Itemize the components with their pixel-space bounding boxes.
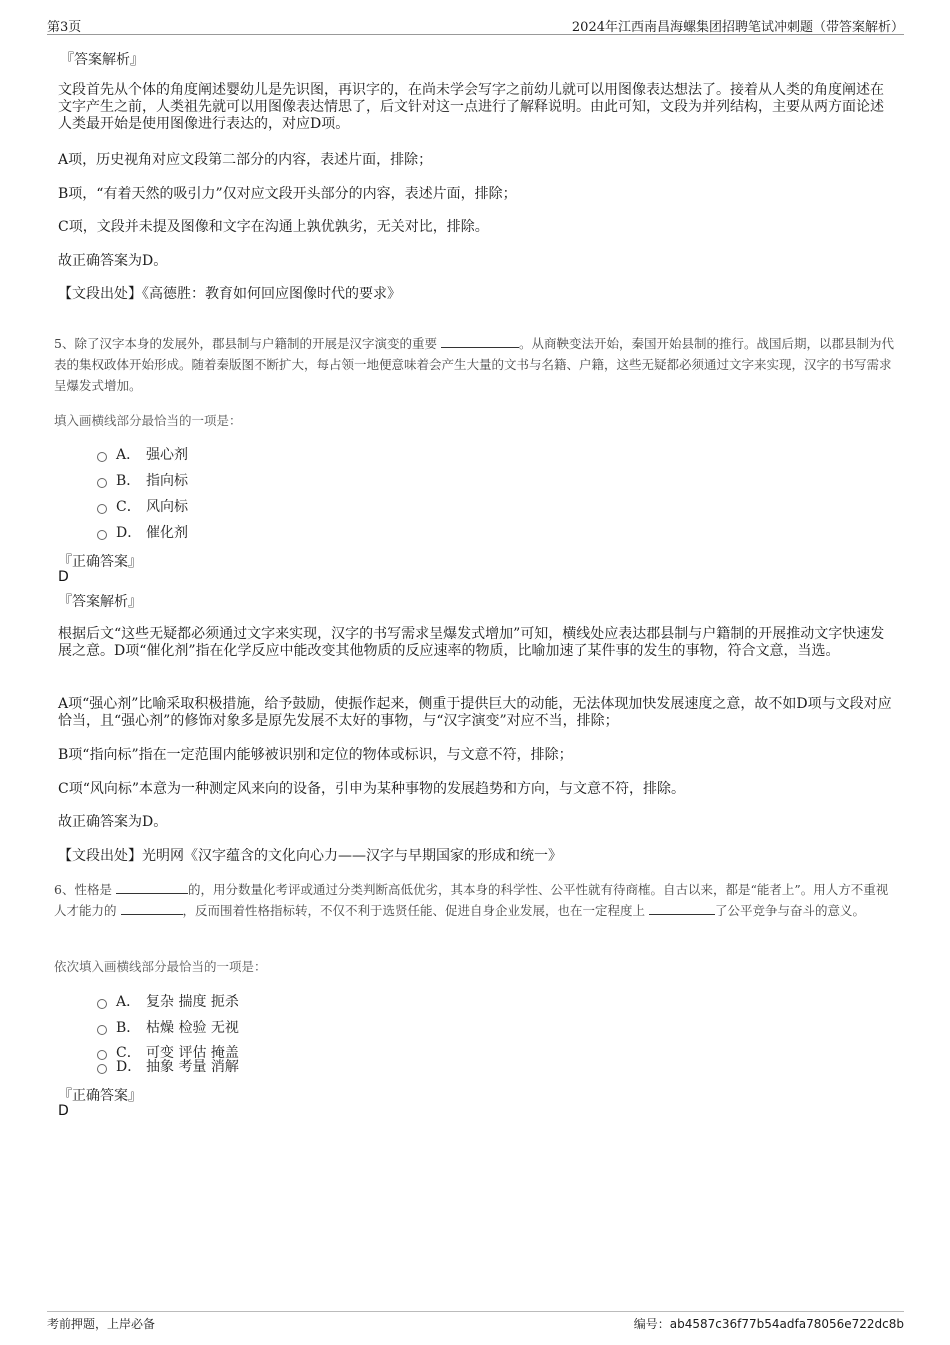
radio-icon[interactable] — [97, 999, 107, 1009]
q6-blank-2 — [121, 902, 183, 915]
q5-option-d[interactable]: D． 催化剂 — [97, 522, 188, 542]
q5-analysis-label: 『答案解析』 — [58, 594, 142, 610]
radio-icon[interactable] — [97, 504, 107, 514]
document-title: 2024年江西南昌海螺集团招聘笔试冲刺题（带答案解析） — [571, 20, 904, 35]
radio-icon[interactable] — [97, 1064, 107, 1074]
q5-option-a[interactable]: A． 强心剂 — [97, 444, 188, 464]
q5-stem: 5、除了汉字本身的发展外，郡县制与户籍制的开展是汉字演变的重要 。从商鞅变法开始，秦国开始县制的推行。战国后期，以郡县制为代表的集权政体开始形成。随着秦版图不断扩大，每占领一地便意味着会产生大量的文书与名籍、户籍，这些无疑都必须通过文字来实现，汉字的书写需求呈爆发式增加。 — [54, 336, 894, 393]
radio-icon[interactable] — [97, 530, 107, 540]
q6-stem: 6、性格是 的，用分数量化考评或通过分类判断高低优劣，其本身的科学性、公平性就有待商榷。自古以来，都是“能者上”。用人方不重视人才能力的 ，反而围着性格指标转，不仅不利于选贤任能、促进自身企业发展，也在一定程度上 了公平竞争与奋斗的意义。 — [54, 882, 889, 918]
q5-option-c[interactable]: C． 风向标 — [97, 496, 188, 516]
q6-correct-answer: D — [58, 1103, 69, 1119]
q5-analysis-option-a: A项“强心剂”比喻采取积极措施，给予鼓励，使振作起来，侧重于提供巨大的动能，无法体现加快发展速度之意，故不如D项与文段对应恰当，且“强心剂”的修饰对象多是原先发展不太好的事物，与“汉字演变”对应不当，排除； — [58, 696, 892, 729]
q6-blank-1 — [116, 881, 188, 894]
radio-icon[interactable] — [97, 452, 107, 462]
q6-blank-3 — [649, 902, 715, 915]
document-code: 编号：ab4587c36f77b54adfa78056e722dc8b — [633, 1317, 904, 1331]
q6-option-a[interactable]: A． 复杂 揣度 扼杀 — [97, 991, 239, 1011]
q6-option-b[interactable]: B． 枯燥 检验 无视 — [97, 1017, 239, 1037]
q5-prompt: 填入画横线部分最恰当的一项是： — [54, 413, 242, 428]
q6-correct-label: 『正确答案』 — [58, 1088, 142, 1104]
q5-correct-answer: D — [58, 569, 69, 585]
q5-option-b[interactable]: B． 指向标 — [97, 470, 188, 490]
q6-option-c[interactable]: C． 可变 评估 掩盖 — [97, 1042, 239, 1062]
page-header — [47, 14, 904, 35]
q5-conclusion: 故正确答案为D。 — [58, 814, 168, 830]
q5-analysis-option-b: B项“指向标”指在一定范围内能够被识别和定位的物体或标识，与文意不符，排除； — [58, 747, 573, 763]
q6-prompt: 依次填入画横线部分最恰当的一项是： — [54, 959, 267, 974]
q4-analysis-option-a: A项，历史视角对应文段第二部分的内容，表述片面，排除； — [58, 152, 433, 168]
q5-source: 【文段出处】光明网《汉字蕴含的文化向心力——汉字与早期国家的形成和统一》 — [58, 848, 562, 864]
q4-analysis-option-c: C项，文段并未提及图像和文字在沟通上孰优孰劣，无关对比，排除。 — [58, 219, 489, 235]
q5-analysis-paragraph: 根据后文“这些无疑都必须通过文字来实现，汉字的书写需求呈爆发式增加”可知，横线处应表达郡县制与户籍制的开展推动文字快速发展之意。D项“催化剂”指在化学反应中能改变其他物质的反应速率的物质，比喻加速了某件事的发生的事物，符合文意，当选。 — [58, 626, 885, 659]
q4-source: 【文段出处】《高德胜：教育如何回应图像时代的要求》 — [58, 286, 401, 302]
q6-option-d[interactable]: D． 抽象 考量 消解 — [97, 1056, 239, 1076]
q5-analysis-option-c: C项“风向标”本意为一种测定风来向的设备，引申为某种事物的发展趋势和方向，与文意不符，排除。 — [58, 781, 686, 797]
q5-blank — [441, 335, 519, 348]
q4-analysis-label: 『答案解析』 — [60, 52, 144, 68]
q5-correct-label: 『正确答案』 — [58, 554, 142, 570]
radio-icon[interactable] — [97, 478, 107, 488]
page-number: 第3页 — [47, 20, 82, 35]
footer-slogan: 考前押题，上岸必备 — [47, 1317, 156, 1331]
q4-conclusion: 故正确答案为D。 — [58, 253, 168, 269]
q4-analysis-option-b: B项，“有着天然的吸引力”仅对应文段开头部分的内容，表述片面，排除； — [58, 186, 517, 202]
q4-analysis-paragraph: 文段首先从个体的角度阐述婴幼儿是先识图，再识字的，在尚未学会写字之前幼儿就可以用图像表达想法了。接着从人类的角度阐述在文字产生之前，人类祖先就可以用图像表达情思了，后文针对这一点进行了解释说明。由此可知，文段为并列结构，主要从两方面论述人类最开始是使用图像进行表达的，对应D项。 — [58, 82, 884, 132]
page-footer — [47, 1311, 904, 1334]
radio-icon[interactable] — [97, 1025, 107, 1035]
